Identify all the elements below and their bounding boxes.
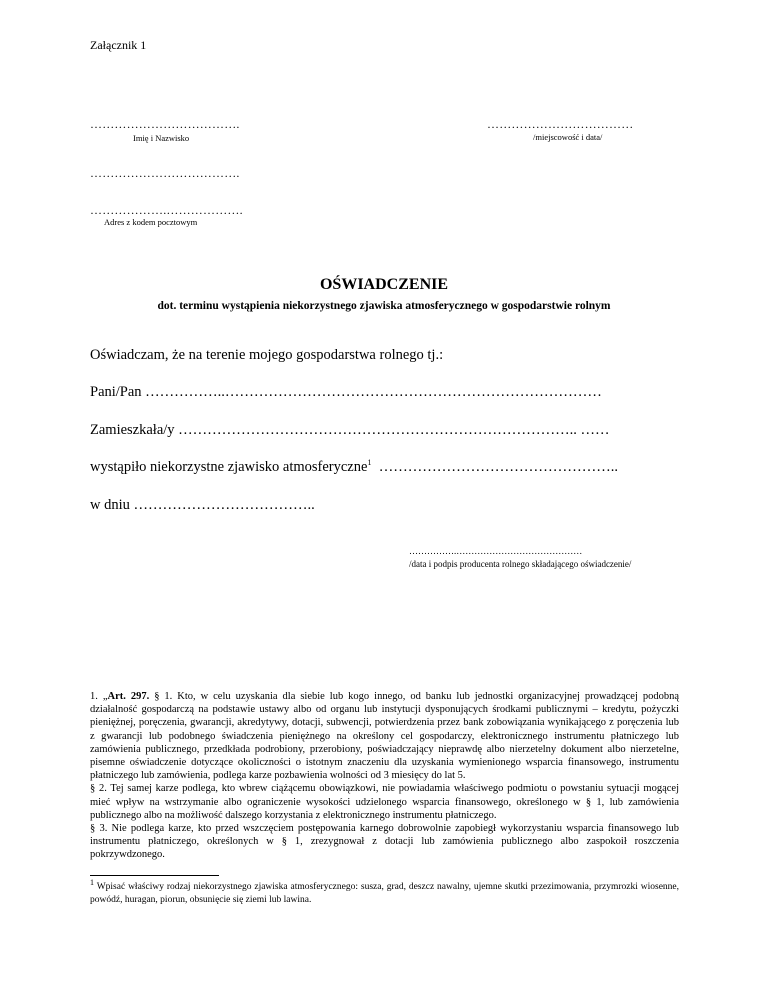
footnote-divider (90, 875, 219, 876)
signature-dots: …………….…………………………………… (409, 546, 583, 556)
name-line: Pani/Pan ……………..…………………………………………………………………… (90, 384, 602, 400)
legal-paragraph-3: § 3. Nie podlega karze, kto przed wszczęciem postępowania karnego dobrowolnie zapobiegł wykorzystaniu wsparcia finansowego lub instrumentu płatniczego, określonych w § 1, zrezygnował z dotacji lub zamówienia publicznego albo zaspokoił roszczenia pokrzywdzonego. (90, 823, 679, 861)
name-dots: ………………………………. (90, 117, 240, 131)
page-title: OŚWIADCZENIE (319, 276, 449, 293)
residence-line: Zamieszkała/y ……………………………………………………………………….. …… (90, 422, 610, 438)
address-dots: ……………….………………. (90, 203, 243, 217)
declaration-intro: Oświadczam, że na terenie mojego gospodarstwa rolnego tj.: (90, 347, 444, 363)
phenomenon-label: wystąpiło niekorzystne zjawisko atmosferyczne (90, 459, 368, 475)
second-line-dots: ………………………………. (90, 166, 240, 180)
legal-paragraph-1: 1. „Art. 297. § 1. Kto, w celu uzyskania dla siebie lub kogo innego, od banku lub jednostki organizacyjnej prowadzącej podobną działalność gospodarczą na podstawie ustawy albo od organu lub instytucji dysponujących środkami publicznymi – kredytu, pożyczki pieniężnej, poręczenia, gwarancji, akredytywy, dotacji, subwencji, potwierdzenia przez bank zobowiązania wynikającego z poręczenia lub z gwarancji lub podobnego świadczenia pieniężnego na określony cel gospodarczy, elektronicznego instrumentu płatniczego lub zamówienia publicznego, przedkłada podrobiony, przerobiony, poświadczający nieprawdę albo nierzetelny dokument albo nierzetelne, pisemne oświadczenie dotyczące okoliczności o istotnym znaczeniu dla uzyskania wymienionego wsparcia finansowego, instrumentu płatniczego lub zamówienia, podlega karze pozbawienia wolności od 3 miesięcy do lat 5. (90, 691, 680, 782)
place-date-dots: ……………………………… (487, 117, 634, 131)
date-line: w dniu ……………………………….. (90, 497, 315, 513)
article-number: Art. 297. (107, 691, 150, 702)
footnote-text: Wpisać właściwy rodzaj niekorzystnego zjawiska atmosferycznego: susza, grad, deszcz nawalny, ujemne skutki przezimowania, przymrozki wiosenne, powódź, huragan, piorun, obsunięcie się ziemi lub lawina. (90, 882, 679, 905)
footnote-ref: 1 (367, 458, 372, 468)
address-label: Adres z kodem pocztowym (104, 217, 198, 227)
page-subtitle: dot. terminu wystąpienia niekorzystnego zjawiska atmosferycznego w gospodarstwie rolnym (157, 300, 611, 312)
footnote-number: 1 (90, 877, 94, 887)
legal-paragraph-2: § 2. Tej samej karze podlega, kto wbrew ciążącemu obowiązkowi, nie powiadamia właściwego podmiotu o powstaniu sytuacji mogącej mieć wpływ na wstrzymanie albo ograniczenie wysokości udzielonego wsparcia finansowego, określonego w § 1, lub zamówienia publicznego albo na możliwość dalszego korzystania z elektronicznego instrumentu płatniczego. (90, 783, 679, 821)
annex-label: Załącznik 1 (90, 38, 147, 52)
phenomenon-dots: ………………………………………….. (378, 459, 618, 475)
legal-text (90, 690, 679, 862)
signature-label: /data i podpis producenta rolnego składającego oświadczenie/ (409, 559, 632, 569)
footnote (90, 877, 679, 907)
place-date-label: /miejscowość i data/ (533, 132, 603, 142)
phenomenon-line (90, 459, 618, 476)
name-label: Imię i Nazwisko (133, 133, 190, 143)
